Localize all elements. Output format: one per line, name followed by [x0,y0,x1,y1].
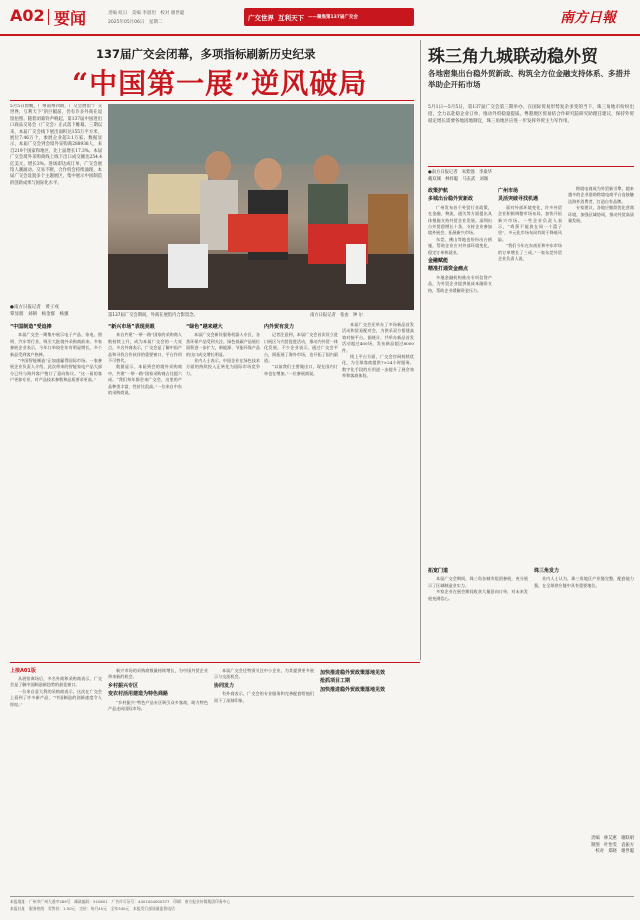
paragraph: “乡村振兴”特色产品专区吸引众多客商，助力特色产品走向国际市场。 [108,699,208,712]
side-subhead: 各地密集出台稳外贸新政、构筑全方位金融支持体系、多措并举助企开拓市场 [428,69,631,89]
side-byline: ●南方日报记者 朱紫强 李桑华 戴双城 林梓聪 马玄武 刘旸 [428,170,492,182]
side-lead: 5月1日—5月5日，第137届广交会第三期举办。在国际贸易形势复杂多变的当下，珠三角地市纷纷出招，全力以赴稳企业订单，推动外贸稳量提质。粤港澳区贸易结合作研究院研究助理任建议，保持外贸稳定增长需要各地因地制宜，珠三角地区应进一步发挥外贸主力军作用。 [428,105,634,124]
page-section: 要闻 [54,9,87,28]
paragraph: 记者注意到，本届广交会首次设立进口展区与内贸促进活动，推动内外贸一体化发展。不少企业表示，通过广交会平台，既拓展了海外市场，也开拓了国内渠道。 [264,332,338,364]
paragraph: 线上平台方面，广交会官网持续优化，为全球客商提供7×24小时服务。数字化手段的应用进一步提升了展会效率和客商体验。 [342,354,414,379]
paragraph: 有外商表示，广交会的专业服务和完善配套给他们留下了深刻印象。 [214,691,314,703]
main-col-1 [10,322,102,658]
paragraph: 来自共建“一带一路”国家的采购商人数持续上升，成为本届广交会的一大亮点。多名外商表示，广交会是了解中国产品和寻找合作伙伴的重要窗口，平台作用不可替代。 [108,332,182,364]
subhead-village-sub: 变农村活用建造为特色商路 [108,691,169,698]
subhead-coop: 协同发力 [214,682,235,689]
main-col-5 [342,322,414,658]
newspaper-logo: 南方日報 [560,10,616,26]
editor-line: 责编 虹日 美编 李晨坦 校对 谢世聪 [108,11,185,16]
side-lower-col-2 [534,566,634,796]
subhead-finance: 金融赋能 [428,258,449,265]
bottom-col-3 [214,668,314,856]
subhead-green: “绿色”越来越大 [186,324,223,330]
subhead-project: 抢抓项目工期 [320,678,351,685]
side-col-2 [498,186,562,560]
paragraph: 东莞、佛山等地也纷纷出台措施，帮助企业应对外部环境变化，稳定订单和就业。 [428,236,492,255]
paragraph: 新兴市场的采购商数量持续增长，为中国外贸企业带来新的机会。 [108,668,208,680]
paragraph: 从展馆离场后，多名外商和采购商表示，广交会是了解中国制造新趋势的最佳窗口。 [10,676,102,688]
subhead-domestic: 内外贸有发力 [264,324,295,330]
main-col-3 [186,322,260,658]
photo-credit: 南方日报记者 张由 钟 尔 [310,313,363,318]
paragraph: 专家建议，各地应继续优化营商环境，加强区域协同，推动外贸高质量发展。 [568,205,634,224]
banner-text-a: 广交世界 [248,13,274,22]
paragraph: 面对外部环境变化，许多外贸企业积极调整市场布局，加快开拓新兴市场。一些企业负责人表示，“鸡蛋不能放在同一个篮子里”，多元化市场布局有助于降低风险。 [498,204,562,242]
main-col-2 [108,322,182,658]
bottom-rule [10,662,420,663]
headline-rule [10,100,414,101]
subhead-new-markets: “新兴市场”表现亮眼 [108,324,155,330]
paragraph: 本届广交会期间，珠三角各城市组团参展，充分展示了区域制造业实力。 [428,576,528,588]
footer-rule [10,896,634,897]
continue-label: 上接A01版 [10,668,36,674]
side-lower-col-1 [428,566,528,856]
main-headline: “中国第一展”逆风破局 [72,67,368,100]
subhead-village: 乡村振兴专区 [108,682,139,689]
side-headline: 珠三角九城联动稳外贸 [428,47,598,67]
masthead [0,0,640,36]
subhead-policy-b: 加快推进稳外贸政策落地见效 [320,670,386,676]
paragraph: “以前我们主要做出口，现在国内订单也在增加。”一位参展商说。 [264,364,338,376]
paragraph: 本届广交会一期集中展示电子产品、家电、照明、汽车等行业，吸引大批境外采购商前来。多家参展企业表示，今年订单较往年有明显增长，多个新品受到客户热捧。 [10,332,102,357]
paragraph: 本届广交会新设服务机器人专区，各类环保产品受到关注。绿色低碳产品展位面积进一步扩大，新能源、节能环保产品的出口成交增长明显。 [186,332,260,357]
subhead-b: 拓宽门道 [428,568,449,574]
paragraph: “中国智能制造”正加速赢得国际市场。一家参展企业负责人介绍，此次带来的智能家电产品大部分已经与海外客户签订了意向协议。“这一届的客户更加专业，对产品技术参数和品质要求更高。” [10,358,102,383]
side-rule [428,166,634,167]
column-divider [420,40,421,660]
paragraph: 跨境电商成为外贸新引擎，越来越多的企业借助跨境电商平台直接触达海外消费者，打造自有品牌。 [568,186,634,204]
paragraph: 业内人士表示，中国企业在绿色技术方面的持续投入正转化为国际市场竞争力。 [186,358,260,376]
banner-text-b: 互利天下 [278,13,304,22]
subhead-finance-sub: 精准打通资金痛点 [428,266,469,273]
bottom-col-4 [320,668,420,856]
bottom-col-1 [10,676,102,856]
subhead-c: 珠三角发力 [534,568,560,574]
paragraph: 多家企业在展会期间收获大量意向订单，对未来发展充满信心。 [428,589,528,601]
paragraph: “我们今年在东南亚和中东市场的订单增长了三成。”一家东莞外贸企业负责人说。 [498,243,562,262]
subhead-policy-sub: 多城出台稳外贸新政 [428,196,474,203]
main-col-4 [264,322,338,658]
footer-line-1: 本报地址：广州市广州大道中289号 邮政编码：510601 广告许可证号：4401004000377 印刷：南方报业传媒集团印务中心 [10,899,231,904]
paragraph: 数据显示，本届到会的境外采购商中，共建“一带一路”国家采购商占比超六成。“我们每年都会来广交会，这里的产品种类丰富，性价比很高。”一位来自中东的采购商说。 [108,364,182,396]
side-col-1 [428,186,492,560]
photo-caption: 第137届广交会期间，外商在展馆内合影留念。 [108,313,198,318]
banner-text-c: ——聚焦第137届广交会 [308,15,358,20]
footer-line-2: 本报社址 服务热线 零售价：1.50元 定价：每月45元 全年540元 本报发行部质量监督电话 [10,906,175,911]
column-banner [244,8,414,26]
paragraph: 本届广交会还举办了多场新品首发活动和贸易配对会，为供采双方搭建高效对接平台。据统计，共举办新品首发活动超过400场，发布新品超过8000件。 [342,322,414,353]
subhead-guangzhou: 广州市场 [498,188,519,194]
side-col-3 [568,186,634,560]
masthead-divider [48,9,49,25]
paragraph: 多地金融机构推出专项信贷产品，为外贸企业提供低成本融资支持，帮助企业缓解资金压力。 [428,274,492,293]
paragraph: 业内人士认为，珠三角地区产业链完整，配套能力强，在全球供应链中具有重要地位。 [534,576,634,588]
subhead-policy: 政策护航 [428,188,449,194]
bottom-col-2 [108,668,208,856]
paragraph: 一位来自意大利的采购商表示，这次在广交会上看到了许多新产品，“中国制造的创新速度令人惊叹。” [10,688,102,707]
paragraph: 广州发布首个外贸行业政策，在金融、物流、通关等方面提出具体措施支持外贸企业发展。深圳出台外贸稳增长十条，支持企业参加境外展会，拓展新兴市场。 [428,204,492,236]
subhead-guangzhou-sub: 灵活突破寻找机遇 [498,196,539,203]
main-kicker: 137届广交会闭幕，多项指标刷新历史纪录 [96,47,316,61]
subhead-made-in-china: “中国制造”受追捧 [10,324,52,330]
subhead-project-sub: 加快推进稳外贸政策落地见效 [320,686,386,693]
main-lead: 5月5日傍晚，广州南州四期，广交会展馆“广交世界，互利天下”的巨幅前，仍有许多外商在逗留拍照。随着闭幕铃声响起，第137届中国进出口商品交易会（广交会）正式落下帷幕。三期以来，本届广交会线下展出面积达155万平方米，展位7.46万个，参展企业超3.1万家。数据显示，本届广交会到会境外采购商288938人，来自219个国家和地区，比上届增长17.3%。本届广交会境外采购商线上线下出口成交额达254.4亿美元，增长3%。进场即达成订单，广交会展馆人潮涌动。交易不断，合作机会持续涌现。本届广交会设置多个主题展区，集中展示中国制造的创新成果与国际化水平。 [10,104,102,186]
main-byline: ●南方日报记者 黄子戍 覃显朋 刘朝 杨金群 杨强 [10,305,69,317]
main-photo [108,104,414,310]
paragraph: 本届广交会还特别关注中小企业，为其提供更多展示与交流机会。 [214,668,314,680]
crowd-photo-illustration [108,104,414,310]
side-editors: 责编 林艾惠 谢联娟 制图 叶怡雯 袁振方 校对 郑晓 谢世聪 [591,836,634,854]
date-line: 2025年05月06日 星期二 [108,20,163,25]
page-code: A02 [10,6,45,25]
